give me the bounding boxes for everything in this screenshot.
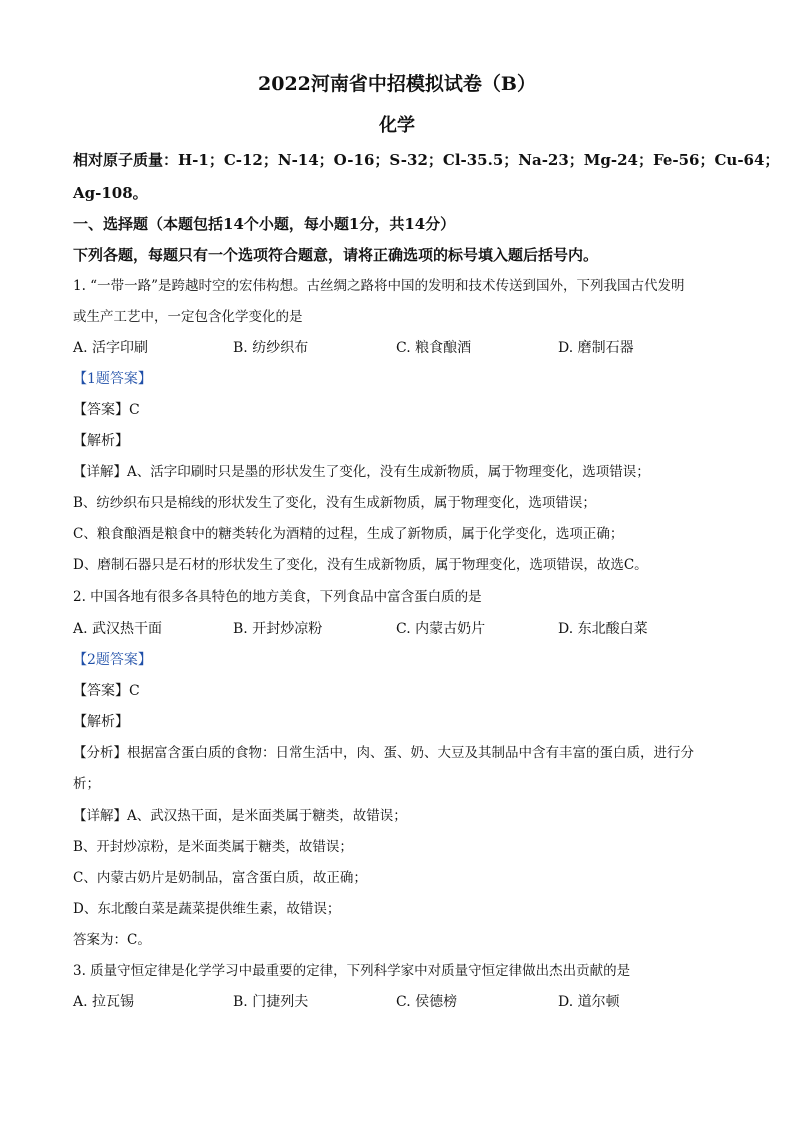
q3-option-a: A. 拉瓦锡 — [73, 994, 135, 1010]
q1-detail-4: D、磨制石器只是石材的形状发生了变化，没有生成新物质，属于物理变化，选项错误，故选C。 — [73, 557, 648, 573]
q2-answer: 【答案】C — [73, 683, 140, 699]
q2-option-d: D. 东北酸白菜 — [558, 621, 648, 637]
q2-detail-4: D、东北酸白菜是蔬菜提供维生素，故错误； — [73, 901, 341, 917]
q2-stem: 2. 中国各地有很多各具特色的地方美食，下列食品中富含蛋白质的是 — [73, 589, 482, 605]
atomic-mass-line1: 相对原子质量：H-1；C-12；N-14；O-16；S-32；Cl-35.5；Na-23；Mg-24；Fe-56；Cu-64； — [73, 151, 780, 169]
q2-analysis-line2: 析； — [73, 776, 100, 792]
section-heading: 一、选择题（本题包括14个小题，每小题1分，共14分） — [73, 215, 456, 233]
q2-detail-1: 【详解】A、武汉热干面，是米面类属于糖类，故错误； — [73, 808, 407, 824]
q1-option-d: D. 磨制石器 — [558, 340, 634, 356]
q1-answer: 【答案】C — [73, 402, 140, 418]
q2-detail-3: C、内蒙古奶片是奶制品，富含蛋白质，故正确； — [73, 870, 367, 886]
q1-analysis-tag: 【解析】 — [73, 433, 129, 449]
q1-stem-line2: 或生产工艺中，一定包含化学变化的是 — [73, 309, 303, 325]
q3-option-c: C. 侯德榜 — [396, 994, 458, 1010]
q3-option-d: D. 道尔顿 — [558, 994, 620, 1010]
q3-option-b: B. 门捷列夫 — [233, 994, 309, 1010]
q2-analysis-tag: 【解析】 — [73, 714, 129, 730]
q1-detail-2: B、纺纱织布只是棉线的形状发生了变化，没有生成新物质，属于物理变化，选项错误； — [73, 495, 596, 511]
exam-title: 2022河南省中招模拟试卷（B） — [258, 73, 536, 95]
q1-stem-line1: 1. “一带一路”是跨越时空的宏伟构想。古丝绸之路将中国的发明和技术传送到国外，下列我国古代发明 — [73, 278, 685, 294]
q1-option-c: C. 粮食酿酒 — [396, 340, 472, 356]
q1-option-a: A. 活字印刷 — [73, 340, 149, 356]
q2-detail-2: B、开封炒凉粉，是米面类属于糖类，故错误； — [73, 839, 353, 855]
q2-option-a: A. 武汉热干面 — [73, 621, 163, 637]
q1-detail-1: 【详解】A、活字印刷时只是墨的形状发生了变化，没有生成新物质，属于物理变化，选项错误； — [73, 464, 650, 480]
q3-stem: 3. 质量守恒定律是化学学习中最重要的定律，下列科学家中对质量守恒定律做出杰出贡献的是 — [73, 963, 631, 979]
q2-answer-tag: 【2题答案】 — [73, 652, 152, 668]
q2-conclusion: 答案为：C。 — [73, 932, 151, 948]
q2-analysis-line1: 【分析】根据富含蛋白质的食物：日常生活中，肉、蛋、奶、大豆及其制品中含有丰富的蛋白质，进行分 — [73, 745, 694, 761]
section-instruction: 下列各题，每题只有一个选项符合题意，请将正确选项的标号填入题后括号内。 — [73, 246, 599, 264]
q1-option-b: B. 纺纱织布 — [233, 340, 309, 356]
subject-title: 化学 — [379, 115, 415, 136]
q1-detail-3: C、粮食酿酒是粮食中的糖类转化为酒精的过程，生成了新物质，属于化学变化，选项正确； — [73, 526, 624, 542]
atomic-mass-line2: Ag-108。 — [73, 184, 148, 202]
q1-answer-tag: 【1题答案】 — [73, 371, 152, 387]
q2-option-b: B. 开封炒凉粉 — [233, 621, 323, 637]
q2-option-c: C. 内蒙古奶片 — [396, 621, 486, 637]
